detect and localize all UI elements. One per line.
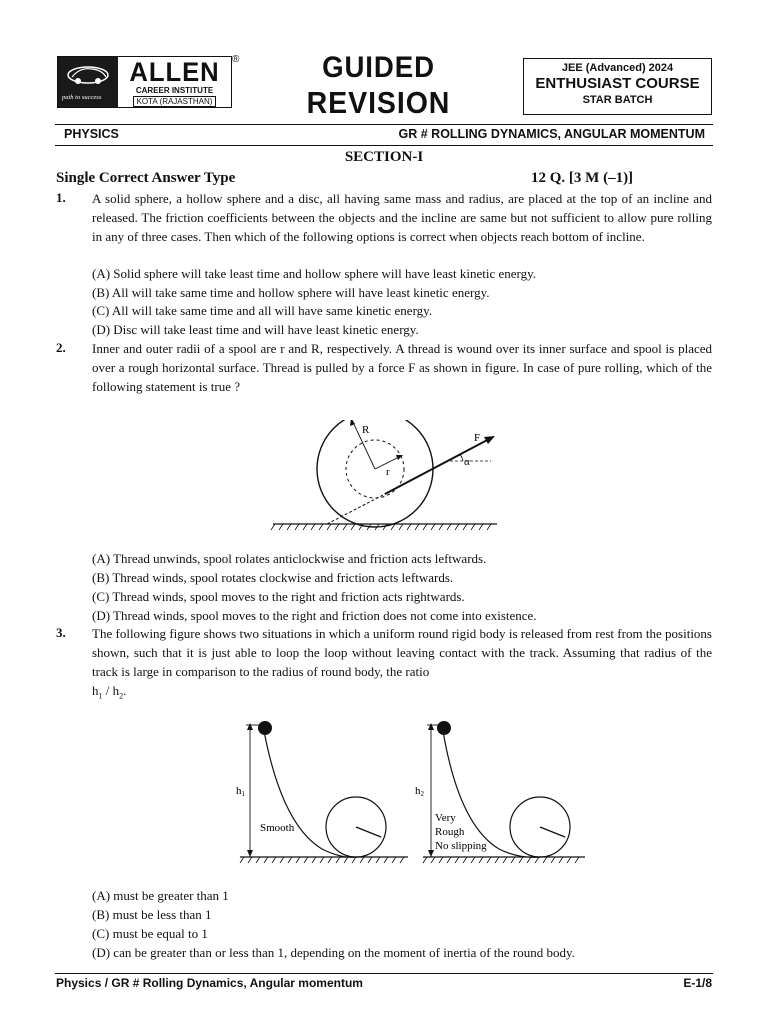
round-body xyxy=(437,721,451,735)
answer-type: Single Correct Answer Type xyxy=(56,170,236,186)
question-2-option-c: (C) Thread winds, spool moves to the right and friction acts rightwards. xyxy=(92,589,465,604)
logo-emblem xyxy=(58,57,118,107)
topic-label: GR # ROLLING DYNAMICS, ANGULAR MOMENTUM xyxy=(398,127,705,141)
question-3-option-d: (D) can be greater than or less than 1, depending on the moment of inertia of the round body. xyxy=(92,945,575,960)
registered-mark: ® xyxy=(232,54,240,65)
question-3-option-c: (C) must be equal to 1 xyxy=(92,926,208,941)
force-arrow xyxy=(385,437,493,494)
label-rough: Rough xyxy=(435,826,465,838)
logo-tagline: path to success xyxy=(62,94,102,101)
label-r: r xyxy=(386,466,390,478)
label-no-slipping: No slipping xyxy=(435,840,487,852)
loop-radius xyxy=(356,827,381,837)
subject-label: PHYSICS xyxy=(64,127,119,141)
label-F: F xyxy=(474,432,481,444)
track-curve xyxy=(264,731,358,857)
page-number: E-1/8 xyxy=(683,976,712,990)
spool-figure xyxy=(265,420,505,535)
question-2-option-a: (A) Thread unwinds, spool rolates anticlockwise and friction acts leftwards. xyxy=(92,551,487,566)
title-guided: GUIDED xyxy=(322,51,435,84)
question-3-number: 3. xyxy=(56,625,66,640)
loop-figure-rough xyxy=(405,715,590,870)
marks-info: 12 Q. [3 M (–1)] xyxy=(531,170,634,186)
footer-title: Physics / GR # Rolling Dynamics, Angular momentum xyxy=(56,976,363,990)
course-name: ENTHUSIAST COURSE xyxy=(535,75,700,92)
logo-city: KOTA (RAJASTHAN) xyxy=(133,96,217,107)
question-3-option-b: (B) must be less than 1 xyxy=(92,907,212,922)
logo-brand: ALLEN xyxy=(129,57,220,87)
label-h2: h2 xyxy=(415,785,424,798)
question-3-ratio: $h_1 / h_2$. xyxy=(92,683,127,701)
label-alpha: α xyxy=(464,456,470,468)
footer-rule xyxy=(55,973,713,974)
allen-logo xyxy=(57,56,232,108)
label-h1: h1 xyxy=(236,785,245,798)
section-title: SECTION-I xyxy=(344,149,424,165)
question-3-option-a: (A) must be greater than 1 xyxy=(92,888,229,903)
loop-radius xyxy=(540,827,565,837)
question-1-option-b: (B) All will take same time and hollow sphere will have least kinetic energy. xyxy=(92,285,490,300)
question-2-number: 2. xyxy=(56,340,66,355)
label-R: R xyxy=(362,424,370,436)
question-1-number: 1. xyxy=(56,190,66,205)
outer-circle xyxy=(317,420,433,527)
question-1-option-c: (C) All will take same time and all will have same kinetic energy. xyxy=(92,303,433,318)
question-3-text: The following figure shows two situations in which a uniform round rigid body is released from rest from the positions shown, such that it is just able to loop the loop without leaving contact with the track. Assuming that radius of the track is large in comparison to the radius of round body, the ratio xyxy=(92,626,712,679)
header-rule-top xyxy=(55,124,713,125)
question-2-option-b: (B) Thread winds, spool rotates clockwise and friction acts leftwards. xyxy=(92,570,454,585)
thread-dashed xyxy=(327,494,385,524)
batch-name: STAR BATCH xyxy=(582,94,653,106)
question-1-option-a: (A) Solid sphere will take least time and hollow sphere will have least kinetic energy. xyxy=(92,266,537,281)
car-emblem-icon xyxy=(58,57,118,97)
question-2-text: Inner and outer radii of a spool are r and R, respectively. A thread is wound over its inner surface and spool is placed over a rough horizontal surface. Thread is pulled by a force F as shown in figure. In case of pure rolling, which of the following statement is true ? xyxy=(92,341,712,394)
round-body xyxy=(258,721,272,735)
question-1-text: A solid sphere, a hollow sphere and a disc, all having same mass and radius, are placed at the top of an incline and released. The friction coefficients between the objects and the incline are same but not sufficient to allow pure rolling in any of three cases. Then which of the following options is correct when objects reach bottom of incline. xyxy=(92,191,712,244)
question-2-option-d: (D) Thread winds, spool moves to the right and friction does not come into existence. xyxy=(92,608,537,623)
logo-institute: CAREER INSTITUTE xyxy=(135,86,214,95)
loop-figure-smooth xyxy=(230,715,415,870)
exam-name: JEE (Advanced) 2024 xyxy=(561,62,674,74)
question-1-option-d: (D) Disc will take least time and will have least kinetic energy. xyxy=(92,322,419,337)
title-revision: REVISION xyxy=(306,85,451,120)
label-smooth: Smooth xyxy=(260,822,295,834)
track-curve xyxy=(443,731,541,857)
label-very: Very xyxy=(435,812,456,824)
header-rule-bottom xyxy=(55,145,713,146)
course-box xyxy=(523,58,712,115)
